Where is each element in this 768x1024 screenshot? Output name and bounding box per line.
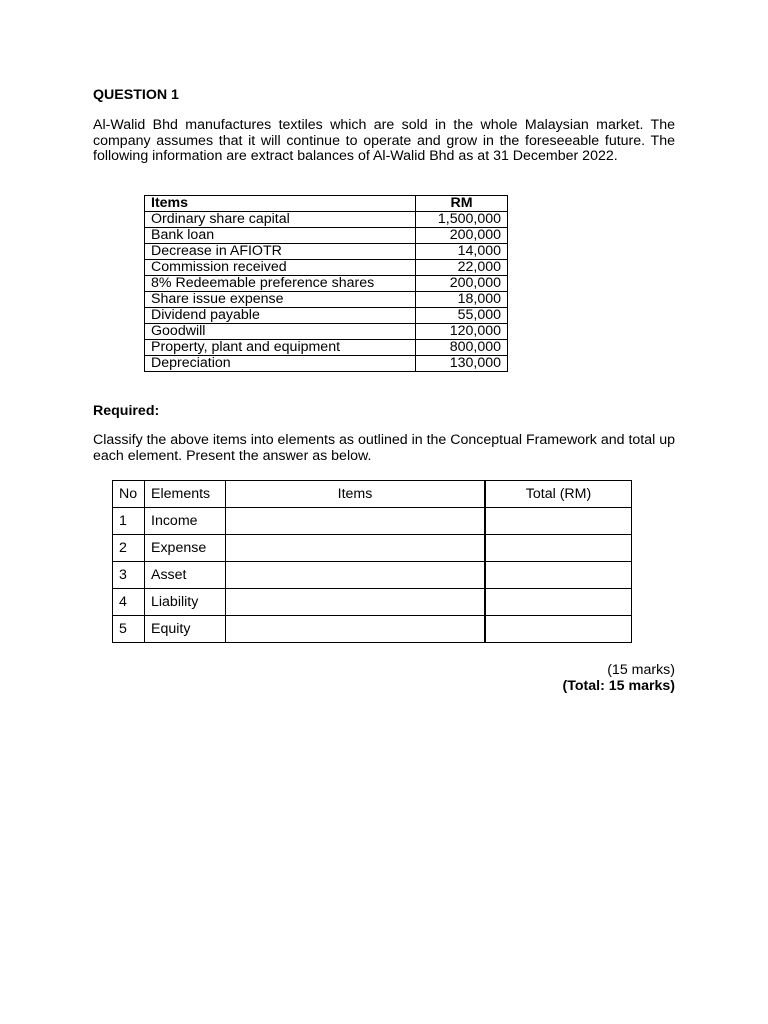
balance-item: Dividend payable: [145, 308, 416, 324]
balance-item: Commission received: [145, 260, 416, 276]
balance-amount: 14,000: [416, 244, 508, 260]
answer-total-cell: [485, 589, 632, 616]
marks-total: (Total: 15 marks): [562, 678, 675, 694]
answer-header-items: Items: [226, 481, 486, 508]
answer-no: 3: [113, 562, 145, 589]
answer-element: Asset: [145, 562, 226, 589]
balance-amount: 200,000: [416, 276, 508, 292]
table-row: [145, 276, 508, 292]
table-row: [113, 535, 632, 562]
answer-header-row: [113, 481, 632, 508]
balance-amount: 55,000: [416, 308, 508, 324]
table-row: [145, 292, 508, 308]
answer-items-cell: [226, 508, 486, 535]
answer-no: 5: [113, 616, 145, 643]
answer-total-cell: [485, 562, 632, 589]
balance-amount: 1,500,000: [416, 212, 508, 228]
balances-header-items: Items: [145, 196, 416, 212]
table-row: [145, 212, 508, 228]
table-row: [145, 356, 508, 372]
balance-item: Property, plant and equipment: [145, 340, 416, 356]
answer-total-cell: [485, 616, 632, 643]
balance-amount: 22,000: [416, 260, 508, 276]
table-row: [145, 340, 508, 356]
balance-amount: 130,000: [416, 356, 508, 372]
balance-item: Goodwill: [145, 324, 416, 340]
balances-header-rm: RM: [416, 196, 508, 212]
document-page: [93, 0, 675, 1024]
balances-table: [144, 195, 508, 372]
answer-no: 2: [113, 535, 145, 562]
balance-amount: 18,000: [416, 292, 508, 308]
answer-element: Income: [145, 508, 226, 535]
answer-element: Equity: [145, 616, 226, 643]
answer-no: 1: [113, 508, 145, 535]
answer-table: [112, 480, 632, 643]
table-row: [113, 589, 632, 616]
table-row: [145, 308, 508, 324]
balance-item: Share issue expense: [145, 292, 416, 308]
answer-no: 4: [113, 589, 145, 616]
balance-item: Bank loan: [145, 228, 416, 244]
answer-items-cell: [226, 535, 486, 562]
table-row: [145, 260, 508, 276]
balance-item: Depreciation: [145, 356, 416, 372]
marks-value: (15 marks): [607, 662, 675, 678]
answer-items-cell: [226, 562, 486, 589]
answer-element: Liability: [145, 589, 226, 616]
question-title: QUESTION 1: [93, 87, 179, 103]
balance-amount: 120,000: [416, 324, 508, 340]
question-intro: Al-Walid Bhd manufactures textiles which are sold in the whole Malaysian market. The company assumes that it will continue to operate and grow in the foreseeable future. The following information are extract balances of Al-Walid Bhd as at 31 December 2022.: [93, 117, 675, 164]
answer-items-cell: [226, 589, 486, 616]
balance-item: 8% Redeemable preference shares: [145, 276, 416, 292]
answer-total-cell: [485, 535, 632, 562]
required-label: Required:: [93, 403, 160, 419]
table-row: [145, 228, 508, 244]
balance-item: Ordinary share capital: [145, 212, 416, 228]
table-row: [113, 616, 632, 643]
answer-items-cell: [226, 616, 486, 643]
balances-header-row: [145, 196, 508, 212]
marks-block: [563, 662, 675, 694]
answer-element: Expense: [145, 535, 226, 562]
table-row: [145, 244, 508, 260]
table-row: [113, 562, 632, 589]
required-instruction: Classify the above items into elements as outlined in the Conceptual Framework and total up each element. Present the answer as below.: [93, 432, 675, 464]
balance-amount: 800,000: [416, 340, 508, 356]
balance-amount: 200,000: [416, 228, 508, 244]
answer-header-no: No: [113, 481, 145, 508]
answer-header-total: Total (RM): [485, 481, 632, 508]
answer-total-cell: [485, 508, 632, 535]
answer-header-elements: Elements: [145, 481, 226, 508]
table-row: [145, 324, 508, 340]
balance-item: Decrease in AFIOTR: [145, 244, 416, 260]
table-row: [113, 508, 632, 535]
